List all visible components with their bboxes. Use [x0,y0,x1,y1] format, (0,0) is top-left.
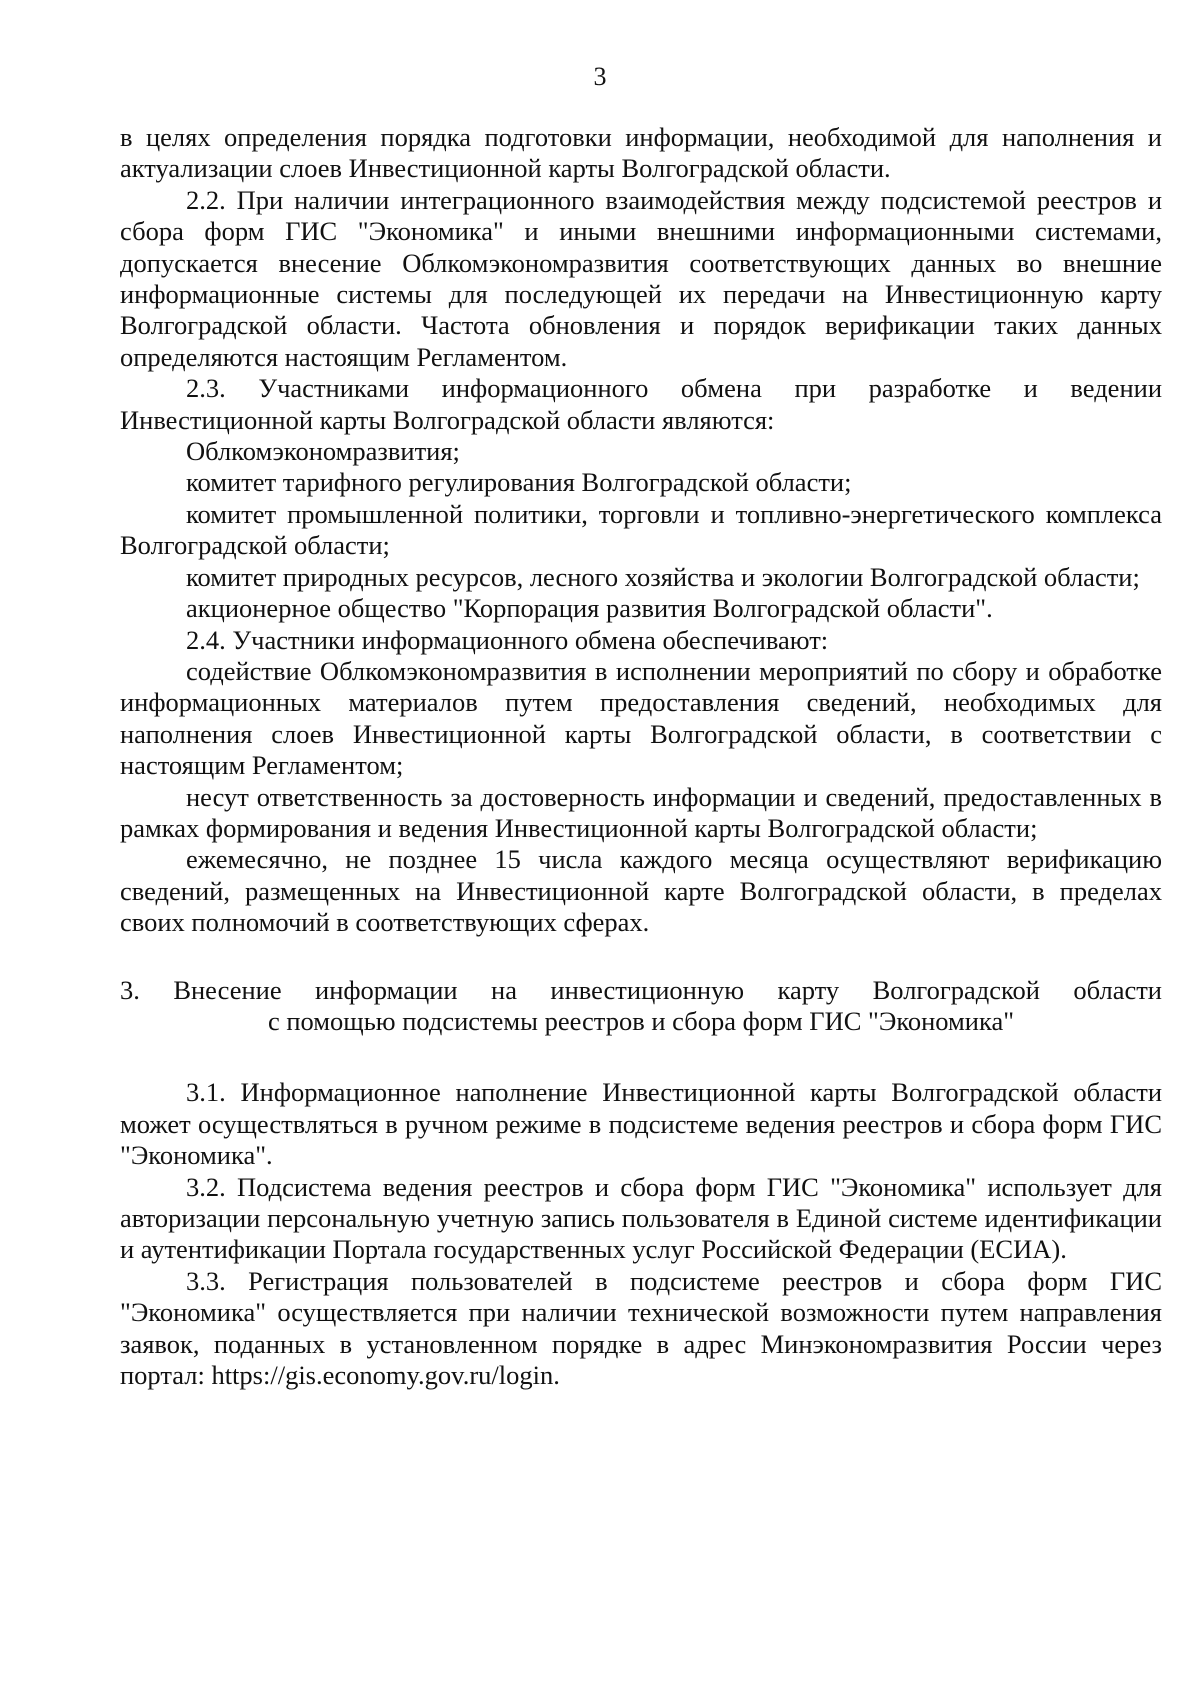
page-number: 3 [593,62,607,91]
list-item: комитет промышленной политики, торговли и топливно-энергетического комплекса Волгоградской области; [120,498,1162,561]
paragraph: 3.2. Подсистема ведения реестров и сбора форм ГИС "Экономика" использует для авторизации персональную учетную запись пользователя в Единой системе идентификации и аутентификации Портала государственных услуг Российской Федерации (ЕСИА). [120,1171,1162,1265]
list-item: комитет природных ресурсов, лесного хозяйства и экологии Волгоградской области; [186,561,1140,592]
document-body [120,122,1162,1391]
list-item: содействие Облкомэкономразвития в исполнении мероприятий по сбору и обработке информационных материалов путем предоставления сведений, необходимых для наполнения слоев Инвестиционной карты Волгоградской области, в соответствии с настоящим Регламентом; [120,655,1162,781]
section-heading-line: 3. Внесение информации на инвестиционную карту Волгоградской области [120,974,1162,1005]
list-item: Облкомэкономразвития; [186,436,460,467]
paragraph: 3.3. Регистрация пользователей в подсистеме реестров и сбора форм ГИС "Экономика" осуществляется при наличии технической возможности путем направления заявок, поданных в установленном порядке в адрес Минэкономразвития России через портал: https://gis.economy.gov.ru/login. [120,1265,1162,1391]
paragraph: 2.4. Участники информационного обмена обеспечивают: [186,624,829,655]
list-item: несут ответственность за достоверность информации и сведений, предоставленных в рамках формирования и ведения Инвестиционной карты Волгоградской области; [120,781,1162,843]
paragraph: 2.3. Участниками информационного обмена при разработке и ведении Инвестиционной карты Волгоградской области являются: [120,373,1162,435]
list-item: акционерное общество "Корпорация развития Волгоградской области". [186,593,993,624]
section-heading [120,975,1162,1038]
list-item: комитет тарифного регулирования Волгоградской области; [186,467,852,498]
paragraph: в целях определения порядка подготовки информации, необходимой для наполнения и актуализации слоев Инвестиционной карты Волгоградской области. [120,122,1162,184]
paragraph: 3.1. Информационное наполнение Инвестиционной карты Волгоградской области может осуществляться в ручном режиме в подсистеме ведения реестров и сбора форм ГИС "Экономика". [120,1077,1162,1171]
list-item: ежемесячно, не позднее 15 числа каждого месяца осуществляют верификацию сведений, размещенных на Инвестиционной карте Волгоградской области, в пределах своих полномочий в соответствующих сферах. [120,844,1162,938]
paragraph: 2.2. При наличии интеграционного взаимодействия между подсистемой реестров и сбора форм ГИС "Экономика" и иными внешними информационными системами, допускается внесение Облкомэкономразвития соответствующих данных во внешние информационные системы для последующей их передачи на Инвестиционную карту Волгоградской области. Частота обновления и порядок верификации таких данных определяются настоящим Регламентом. [120,184,1162,372]
section-heading-line: с помощью подсистемы реестров и сбора форм ГИС "Экономика" [267,1005,1015,1036]
